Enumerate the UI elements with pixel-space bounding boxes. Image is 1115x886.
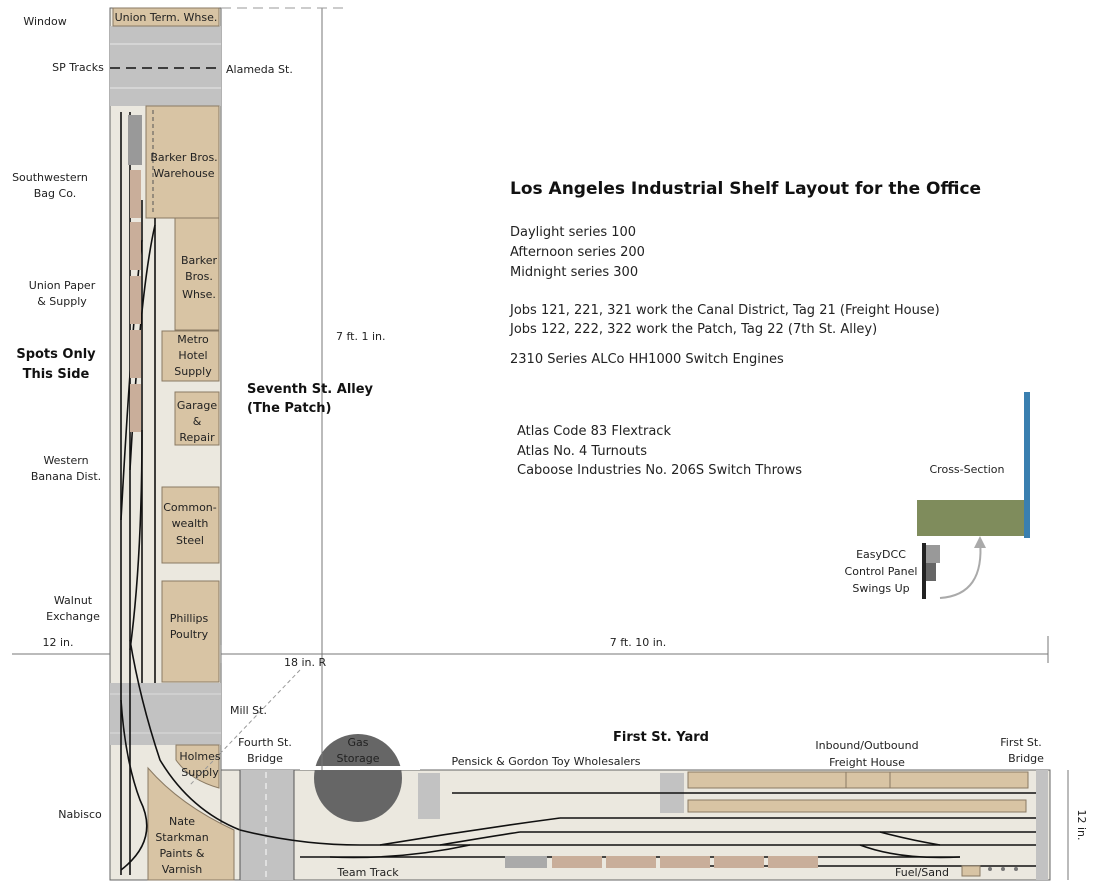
- walnut-label: Walnut: [53, 594, 93, 607]
- fuel-sand-building: [962, 866, 980, 876]
- barker-bros-label: Bros.: [185, 270, 213, 283]
- panel-label: Control Panel: [844, 565, 918, 578]
- fuel-sand-label: Fuel/Sand: [895, 866, 949, 879]
- car: [130, 384, 141, 432]
- car: [552, 856, 602, 868]
- first-yard-label: First St. Yard: [613, 730, 709, 745]
- swing-arrow: [974, 536, 986, 548]
- control-panel: [922, 543, 926, 599]
- phillips-label: Phillips: [169, 612, 209, 625]
- window-label: Window: [23, 15, 67, 28]
- garage-label: Garage: [176, 399, 218, 412]
- mill-st-label: Mill St.: [230, 704, 267, 717]
- note-line: 2310 Series ALCo HH1000 Switch Engines: [510, 352, 784, 367]
- common-label: wealth: [171, 517, 209, 530]
- car: [660, 856, 710, 868]
- walnut-label: Exchange: [46, 610, 100, 623]
- freight-label: Freight House: [829, 756, 905, 769]
- radius-label: 18 in. R: [284, 656, 327, 669]
- car: [130, 330, 141, 378]
- cross-section-shelf: [917, 500, 1024, 536]
- metro-label: Hotel: [178, 349, 208, 362]
- nate-label: Paints &: [159, 847, 205, 860]
- car: [714, 856, 764, 868]
- fourth-bridge-label: Fourth St.: [238, 736, 292, 749]
- note-line: Midnight series 300: [510, 265, 639, 280]
- fuel-dot: [1014, 867, 1018, 871]
- freight-label: Inbound/Outbound: [815, 739, 919, 752]
- holmes-label: Holmes: [179, 750, 221, 763]
- first-bridge-label: Bridge: [1008, 752, 1044, 765]
- height-dim-label: 7 ft. 1 in.: [336, 330, 386, 343]
- garage-label: &: [192, 415, 202, 428]
- barker-wh-label: Barker Bros.: [150, 151, 218, 164]
- spots-label: This Side: [22, 367, 90, 382]
- car: [606, 856, 656, 868]
- gas-label: Storage: [336, 752, 380, 765]
- seventh-alley-label: Seventh St. Alley: [247, 382, 374, 397]
- fuel-dot: [988, 867, 992, 871]
- car: [130, 276, 141, 324]
- car: [768, 856, 818, 868]
- panel-label: Swings Up: [852, 582, 910, 595]
- engine: [128, 115, 142, 165]
- gas-label: Gas: [347, 736, 369, 749]
- southwestern-label: Southwestern: [12, 171, 88, 184]
- control-panel-box: [926, 545, 940, 563]
- engine: [505, 856, 547, 868]
- nate-label: Starkman: [155, 831, 209, 844]
- note-line: Atlas Code 83 Flextrack: [517, 424, 671, 439]
- team-track-label: Team Track: [337, 866, 399, 879]
- seventh-alley-label: (The Patch): [247, 401, 332, 416]
- common-label: Steel: [176, 534, 204, 547]
- first-st-bridge: [1036, 770, 1048, 880]
- western-label: Banana Dist.: [30, 470, 102, 483]
- fuel-dot: [1001, 867, 1005, 871]
- gray-structure: [418, 773, 440, 819]
- right-depth-label: 12 in.: [1075, 809, 1088, 841]
- nate-label: Varnish: [161, 863, 203, 876]
- alameda-label: Alameda St.: [226, 63, 293, 76]
- cross-section-wall: [1024, 392, 1030, 538]
- freight-house-building: [688, 772, 1028, 788]
- barker-bros-label: Barker: [180, 254, 218, 267]
- phillips-label: Poultry: [169, 628, 209, 641]
- swing-arc: [940, 540, 981, 598]
- note-line: Jobs 122, 222, 322 work the Patch, Tag 22 (7th St. Alley): [510, 322, 878, 337]
- mill-st-street: [110, 683, 221, 745]
- sp-tracks-label: SP Tracks: [52, 61, 104, 74]
- spots-label: Spots Only: [16, 347, 96, 362]
- control-panel-box: [926, 563, 936, 581]
- note-line: Jobs 121, 221, 321 work the Canal District, Tag 21 (Freight House): [510, 303, 940, 318]
- note-line: Atlas No. 4 Turnouts: [517, 444, 647, 459]
- union-term-label: Union Term. Whse.: [114, 11, 218, 24]
- garage-label: Repair: [179, 431, 215, 444]
- union-paper-label: & Supply: [37, 295, 87, 308]
- note-line: Daylight series 100: [510, 225, 637, 240]
- fourth-st-bridge: [240, 770, 294, 880]
- nate-label: Nate: [168, 815, 196, 828]
- car: [130, 222, 141, 270]
- sp-tracks-street: [110, 26, 221, 106]
- metro-label: Metro: [177, 333, 209, 346]
- pensick-label: Pensick & Gordon Toy Wholesalers: [451, 755, 641, 768]
- panel-label: EasyDCC: [856, 548, 906, 561]
- metro-label: Supply: [174, 365, 212, 378]
- width-dim-label: 7 ft. 10 in.: [609, 636, 667, 649]
- barker-bros-label: Whse.: [182, 288, 216, 301]
- fourth-bridge-label: Bridge: [247, 752, 283, 765]
- note-line: Afternoon series 200: [510, 245, 645, 260]
- common-label: Common-: [163, 501, 217, 514]
- nabisco-label: Nabisco: [58, 808, 102, 821]
- note-line: Caboose Industries No. 206S Switch Throws: [517, 463, 803, 478]
- cross-section-label: Cross-Section: [929, 463, 1005, 476]
- barker-wh-label: Warehouse: [153, 167, 215, 180]
- car: [130, 170, 141, 218]
- title: Los Angeles Industrial Shelf Layout for the Office: [510, 179, 982, 199]
- first-bridge-label: First St.: [1000, 736, 1042, 749]
- union-paper-label: Union Paper: [28, 279, 96, 292]
- freight-platform: [688, 800, 1026, 812]
- left-width-label: 12 in.: [42, 636, 74, 649]
- holmes-label: Supply: [181, 766, 219, 779]
- western-label: Western: [43, 454, 89, 467]
- bottom-top-edge: [300, 766, 420, 770]
- southwestern-label: Bag Co.: [33, 187, 77, 200]
